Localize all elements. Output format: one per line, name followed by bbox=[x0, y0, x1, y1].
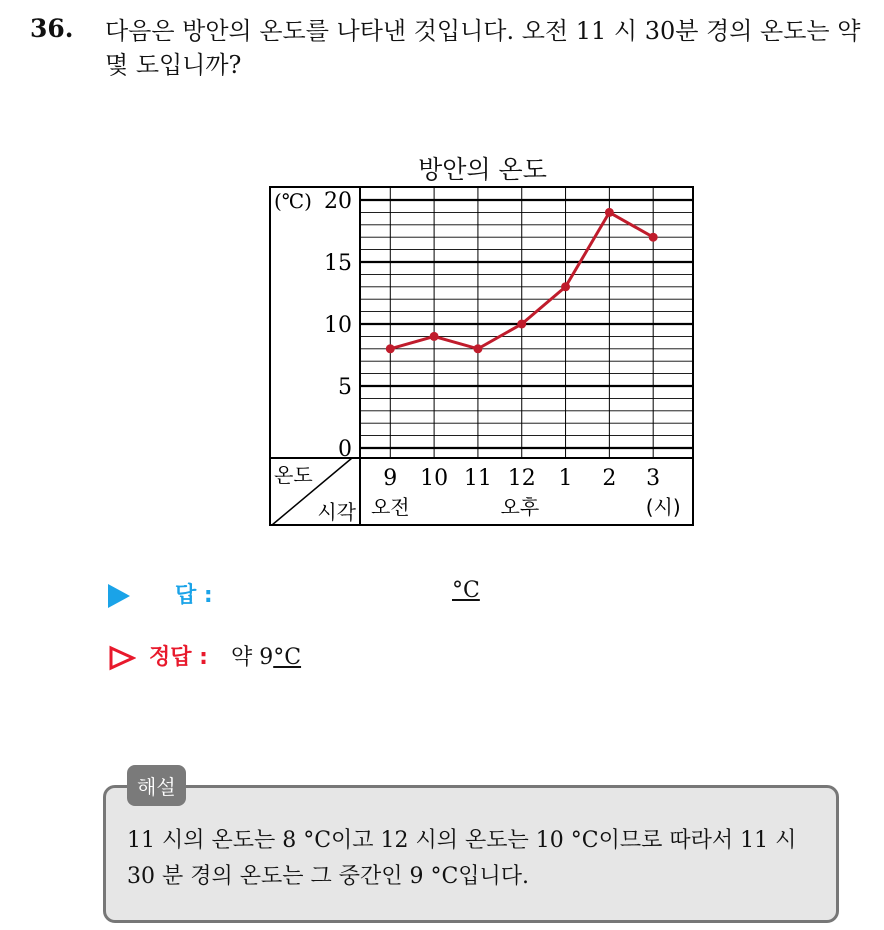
x-group-label: (시) bbox=[645, 495, 681, 519]
play-triangle-icon bbox=[108, 584, 130, 608]
data-point bbox=[605, 208, 614, 217]
corner-label-top: 온도 bbox=[274, 463, 313, 487]
data-point bbox=[430, 332, 439, 341]
correct-answer-unit: °C bbox=[273, 645, 302, 670]
corner-label-bottom: 시각 bbox=[317, 500, 356, 524]
y-tick-label: 0 bbox=[338, 437, 352, 462]
x-tick-label: 2 bbox=[602, 466, 617, 491]
answer-unit: °C bbox=[452, 578, 480, 603]
correct-answer-label: 정답 : bbox=[149, 645, 208, 670]
explanation-text: 11 시의 온도는 8 °C이고 12 시의 온도는 10 °C이므로 따라서 11 시 30 분 경의 온도는 그 중간인 9 °C입니다. bbox=[127, 828, 797, 889]
y-tick-label: 10 bbox=[324, 313, 352, 338]
y-tick-label: 5 bbox=[338, 375, 352, 400]
x-tick-label: 9 bbox=[383, 466, 398, 491]
answer-label: 답 : bbox=[175, 583, 213, 608]
answer-row bbox=[108, 578, 213, 609]
x-tick-label: 3 bbox=[646, 466, 661, 491]
y-axis-unit: (℃) bbox=[274, 189, 312, 213]
x-group-label: 오후 bbox=[500, 495, 540, 519]
outline-triangle-icon bbox=[108, 645, 136, 671]
x-tick-label: 11 bbox=[463, 466, 492, 491]
question-number: 36. bbox=[30, 14, 74, 43]
data-point bbox=[649, 233, 658, 242]
question-text: 다음은 방안의 온도를 나타낸 것입니다. 오전 11 시 30분 경의 온도는 약 몇 도입니까? bbox=[105, 17, 861, 79]
data-point bbox=[517, 320, 526, 329]
x-tick-label: 10 bbox=[420, 466, 449, 491]
line-chart bbox=[260, 180, 700, 530]
x-tick-label: 12 bbox=[507, 466, 536, 491]
correct-answer-row bbox=[108, 640, 301, 671]
explanation-tag: 해설 bbox=[127, 765, 186, 806]
chart-title: 방안의 온도 bbox=[418, 155, 547, 184]
data-point bbox=[473, 344, 482, 353]
y-tick-label: 15 bbox=[324, 251, 352, 276]
data-point bbox=[386, 344, 395, 353]
correct-answer-value: 약 9 bbox=[230, 645, 274, 670]
data-point bbox=[561, 282, 570, 291]
y-tick-label: 20 bbox=[324, 189, 352, 214]
x-tick-label: 1 bbox=[558, 466, 573, 491]
x-group-label: 오전 bbox=[370, 495, 410, 519]
